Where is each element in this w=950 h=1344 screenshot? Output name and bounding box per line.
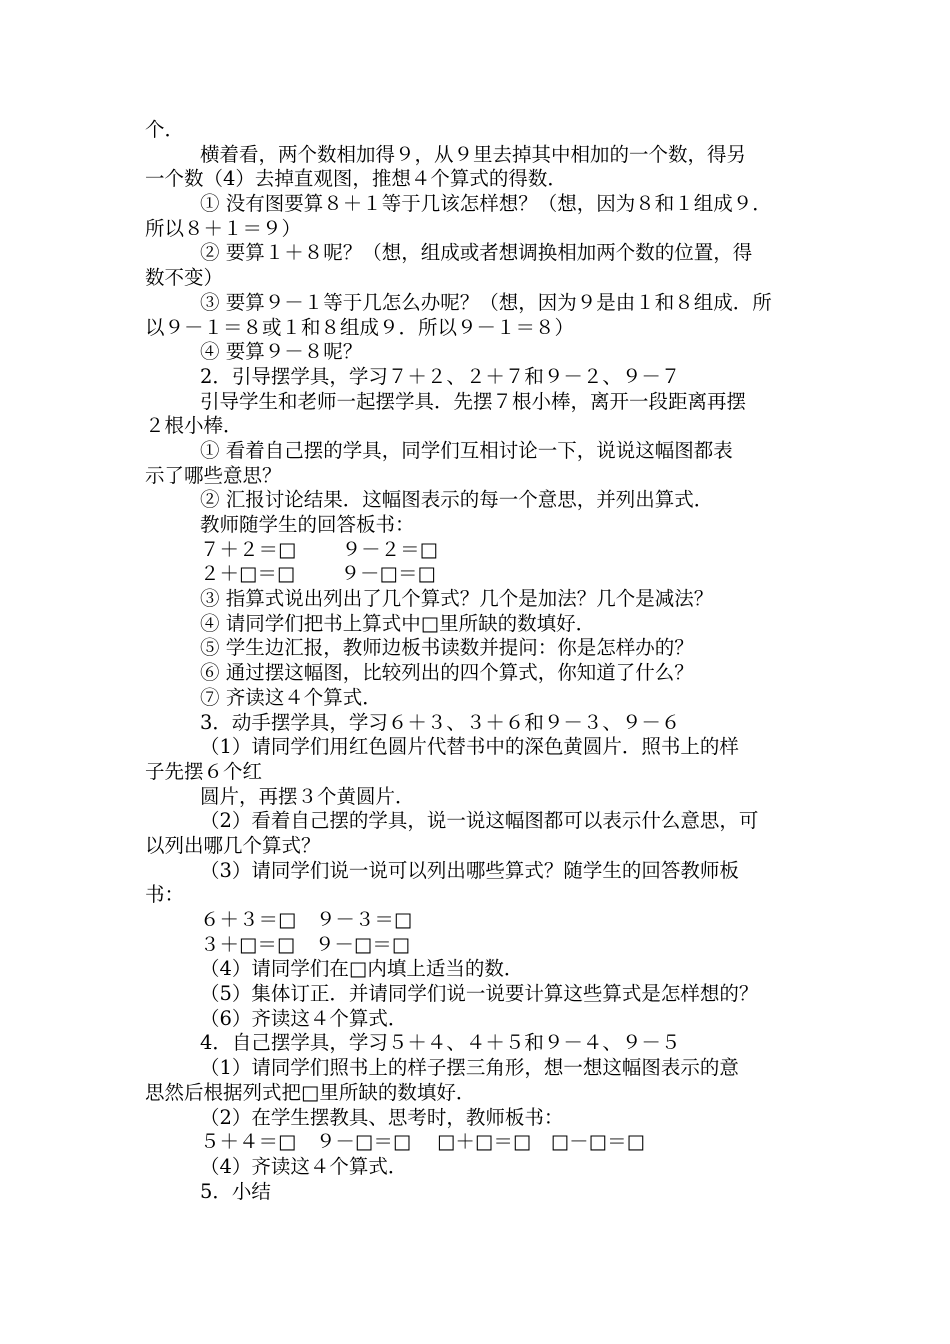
text-line: ⑦ 齐读这４个算式． [200, 685, 382, 709]
text-line: （5）集体订正．并请同学们说一说要计算这些算式是怎样想的？ [200, 982, 759, 1006]
text-line: （4）齐读这４个算式． [200, 1154, 408, 1178]
text-line: ２根小棒． [145, 414, 243, 438]
text-line: （6）齐读这４个算式． [200, 1006, 408, 1030]
text-line: 3．动手摆学具，学习６＋３、３＋６和９－３、９－６ [200, 710, 681, 734]
text-line: 个． [145, 118, 185, 141]
text-line: 所以８＋１＝９） [145, 216, 302, 240]
text-line: ① 没有图要算８＋１等于几该怎样想？（想，因为８和１组成９． [200, 192, 772, 216]
text-line: ２＋□＝□ ９－□＝□ [200, 562, 436, 586]
text-line: ６＋３＝□ ９－３＝□ [200, 908, 413, 931]
text-line: 2．引导摆学具，学习７＋２、２＋７和９－２、９－７ [200, 364, 681, 388]
text-line: （4）请同学们在□内填上适当的数． [200, 957, 524, 981]
text-line: （2）看着自己摆的学具，说一说这幅图都可以表示什么意思，可 [200, 809, 759, 833]
text-line: 4．自己摆学具，学习５＋４、４＋５和９－４、９－５ [200, 1031, 681, 1055]
text-line: ７＋２＝□ ９－２＝□ [200, 537, 439, 561]
text-line: 以列出哪几个算式？ [145, 833, 321, 857]
text-line: （2）在学生摆教具、思考时，教师板书： [200, 1105, 564, 1129]
text-line: ④ 要算９－８呢？ [200, 340, 363, 364]
text-line: ② 要算１＋８呢？（想，组成或者想调换相加两个数的位置，得 [200, 241, 753, 265]
text-line: ① 看着自己摆的学具，同学们互相讨论一下，说说这幅图都表 [200, 438, 733, 462]
text-line: （3）请同学们说一说可以列出哪些算式？随学生的回答教师板 [200, 858, 739, 882]
document-body [145, 118, 825, 1204]
text-line: ③ 指算式说出列出了几个算式？几个是加法？几个是减法？ [200, 587, 714, 611]
text-line: ３＋□＝□ ９－□＝□ [200, 932, 411, 956]
text-line: ⑥ 通过摆这幅图，比较列出的四个算式，你知道了什么？ [200, 661, 694, 685]
text-line: ⑤ 学生边汇报，教师边板书读数并提问：你是怎样办的？ [200, 636, 694, 660]
text-line: 横着看，两个数相加得９，从９里去掉其中相加的一个数，得另 [200, 142, 747, 166]
text-line: 书： [145, 883, 185, 907]
text-line: ５＋４＝□ ９－□＝□ □＋□＝□ □－□＝□ [200, 1130, 646, 1154]
text-line: 教师随学生的回答板书： [200, 513, 415, 536]
text-line: ④ 请同学们把书上算式中□里所缺的数填好． [200, 611, 596, 635]
text-line: （1）请同学们用红色圆片代替书中的深色黄圆片．照书上的样 [200, 735, 739, 759]
text-line: 以９－１＝８或１和８组成９．所以９－１＝８） [145, 315, 575, 339]
text-line: 思然后根据列式把□里所缺的数填好． [145, 1080, 476, 1104]
text-line: 圆片，再摆３个黄圆片． [200, 784, 415, 808]
text-line: ③ 要算９－１等于几怎么办呢？（想，因为９是由１和８组成．所 [200, 290, 772, 314]
text-line: 引导学生和老师一起摆学具．先摆７根小棒，离开一段距离再摆 [200, 389, 747, 413]
text-line: 子先摆６个红 [145, 759, 263, 783]
text-line: 示了哪些意思？ [145, 463, 282, 487]
text-line: （1）请同学们照书上的样子摆三角形，想一想这幅图表示的意 [200, 1056, 739, 1080]
text-line: ② 汇报讨论结果．这幅图表示的每一个意思，并列出算式． [200, 488, 714, 512]
text-line: 5．小结 [200, 1179, 271, 1203]
text-line: 一个数（4）去掉直观图，推想４个算式的得数． [145, 167, 567, 191]
text-line: 数不变） [145, 266, 224, 290]
